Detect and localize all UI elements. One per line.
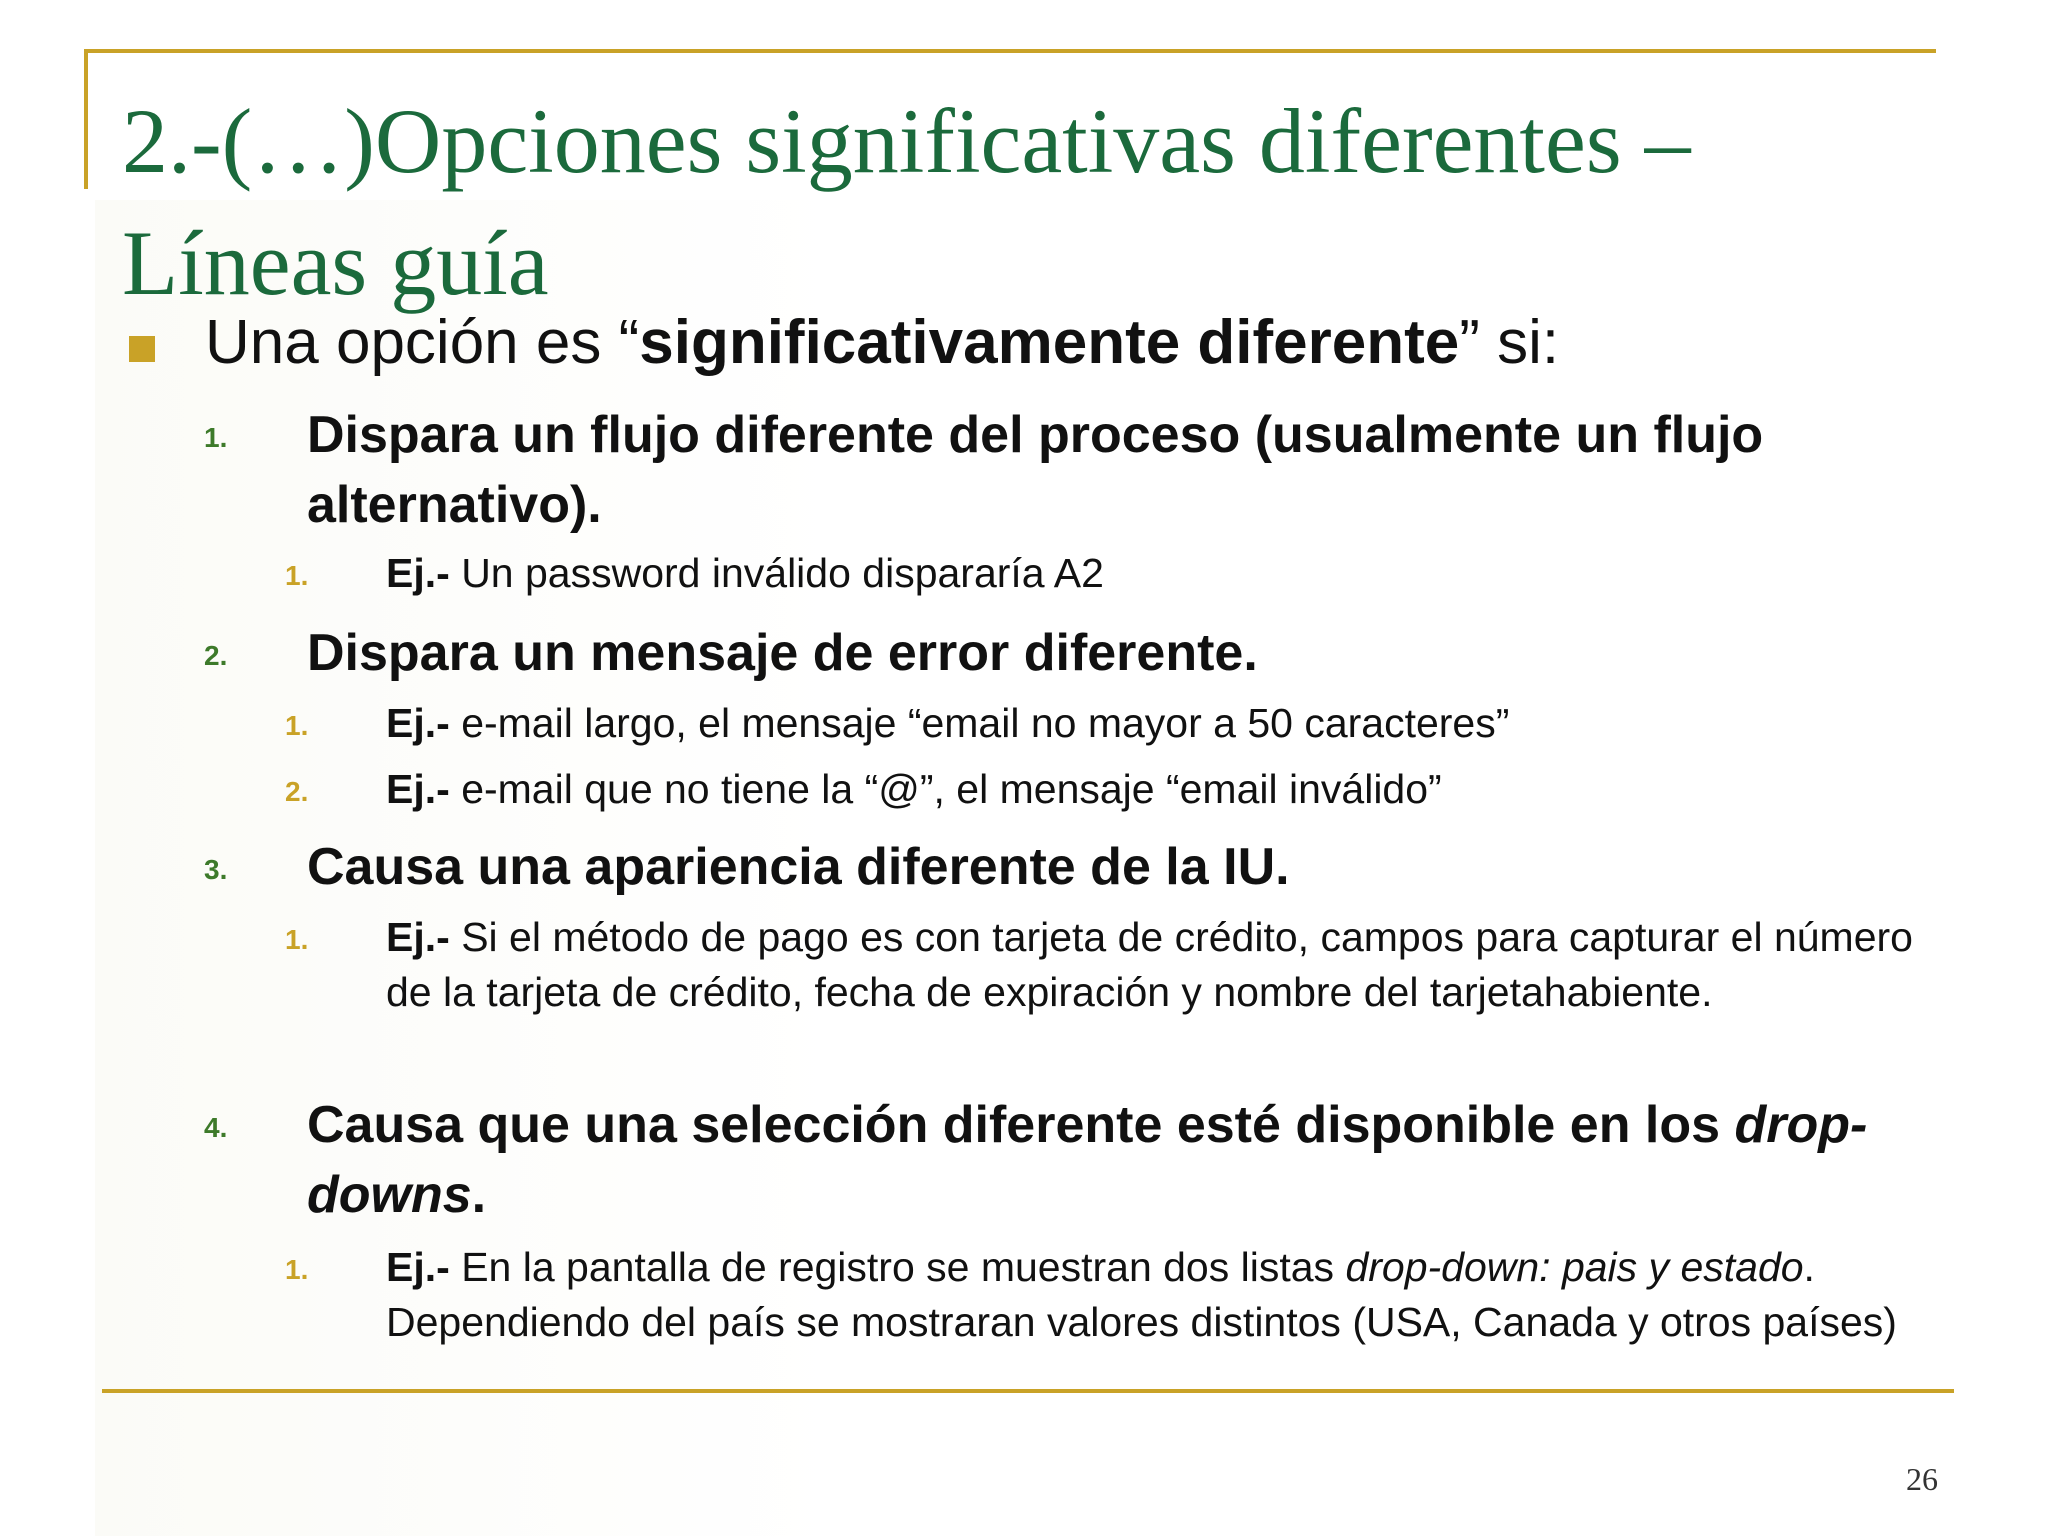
- example-prefix: Ej.-: [386, 700, 450, 746]
- example-body: e-mail largo, el mensaje “email no mayor a 50 caracteres”: [449, 700, 1510, 746]
- list-item-text: Dispara un mensaje de error diferente.: [307, 624, 1258, 682]
- example-body: Un password inválido dispararía A2: [449, 550, 1104, 596]
- intro-text-bold: significativamente diferente: [639, 308, 1460, 377]
- example-text: [386, 1240, 1946, 1350]
- example-text: [386, 696, 1946, 751]
- intro-text-before: Una opción es “: [205, 308, 640, 377]
- title-frame-left-line: [84, 49, 88, 189]
- list-item-text: Causa una apariencia diferente de la IU.: [307, 838, 1290, 896]
- square-bullet-icon: [129, 336, 155, 362]
- list-number: 3.: [204, 854, 228, 885]
- example-prefix: Ej.-: [386, 914, 450, 960]
- example-body-before: En la pantalla de registro se muestran dos listas: [449, 1244, 1346, 1290]
- list-item-text-after: .: [471, 1166, 487, 1224]
- list-number: 2.: [204, 640, 228, 671]
- example-prefix: Ej.-: [386, 1244, 450, 1290]
- example-text: [386, 762, 1946, 817]
- example-prefix: Ej.-: [386, 550, 450, 596]
- title-frame-top-line: [84, 49, 1936, 53]
- footer-divider-line: [102, 1389, 1954, 1393]
- example-number: 1.: [285, 710, 309, 741]
- example-number: 1.: [285, 560, 309, 591]
- list-item-text-before: Causa que una selección diferente esté disponible en los: [307, 1096, 1735, 1154]
- page-number: 26: [1906, 1461, 1938, 1497]
- list-number: 1.: [204, 422, 228, 453]
- intro-text-after: ” si:: [1459, 308, 1560, 377]
- example-body-italic: drop-down: pais y estado: [1345, 1244, 1804, 1290]
- example-body-after: . Dependiendo del país se mostraran valores distintos (USA, Canada y otros países): [386, 1244, 1897, 1345]
- list-item-text-italic: drop-downs: [307, 1096, 1868, 1224]
- example-text: [386, 546, 1946, 601]
- example-number: 2.: [285, 776, 309, 807]
- list-item-text: Dispara un flujo diferente del proceso (usualmente un flujo alternativo).: [307, 406, 1764, 534]
- list-item-text: [307, 1090, 1947, 1230]
- list-number: 4.: [204, 1112, 228, 1143]
- example-text: [386, 910, 1946, 1020]
- example-body: Si el método de pago es con tarjeta de crédito, campos para capturar el número de la tarjeta de crédito, fecha de expiración y nombre del tarjetahabiente.: [386, 914, 1913, 1015]
- slide-title: 2.-(…)Opciones significativas diferentes – Líneas guía: [122, 90, 1691, 314]
- example-number: 1.: [285, 1254, 309, 1285]
- example-prefix: Ej.-: [386, 766, 450, 812]
- intro-bullet: [0, 298, 1950, 388]
- intro-text: [205, 298, 1559, 388]
- example-number: 1.: [285, 924, 309, 955]
- example-body: e-mail que no tiene la “@”, el mensaje “email inválido”: [449, 766, 1442, 812]
